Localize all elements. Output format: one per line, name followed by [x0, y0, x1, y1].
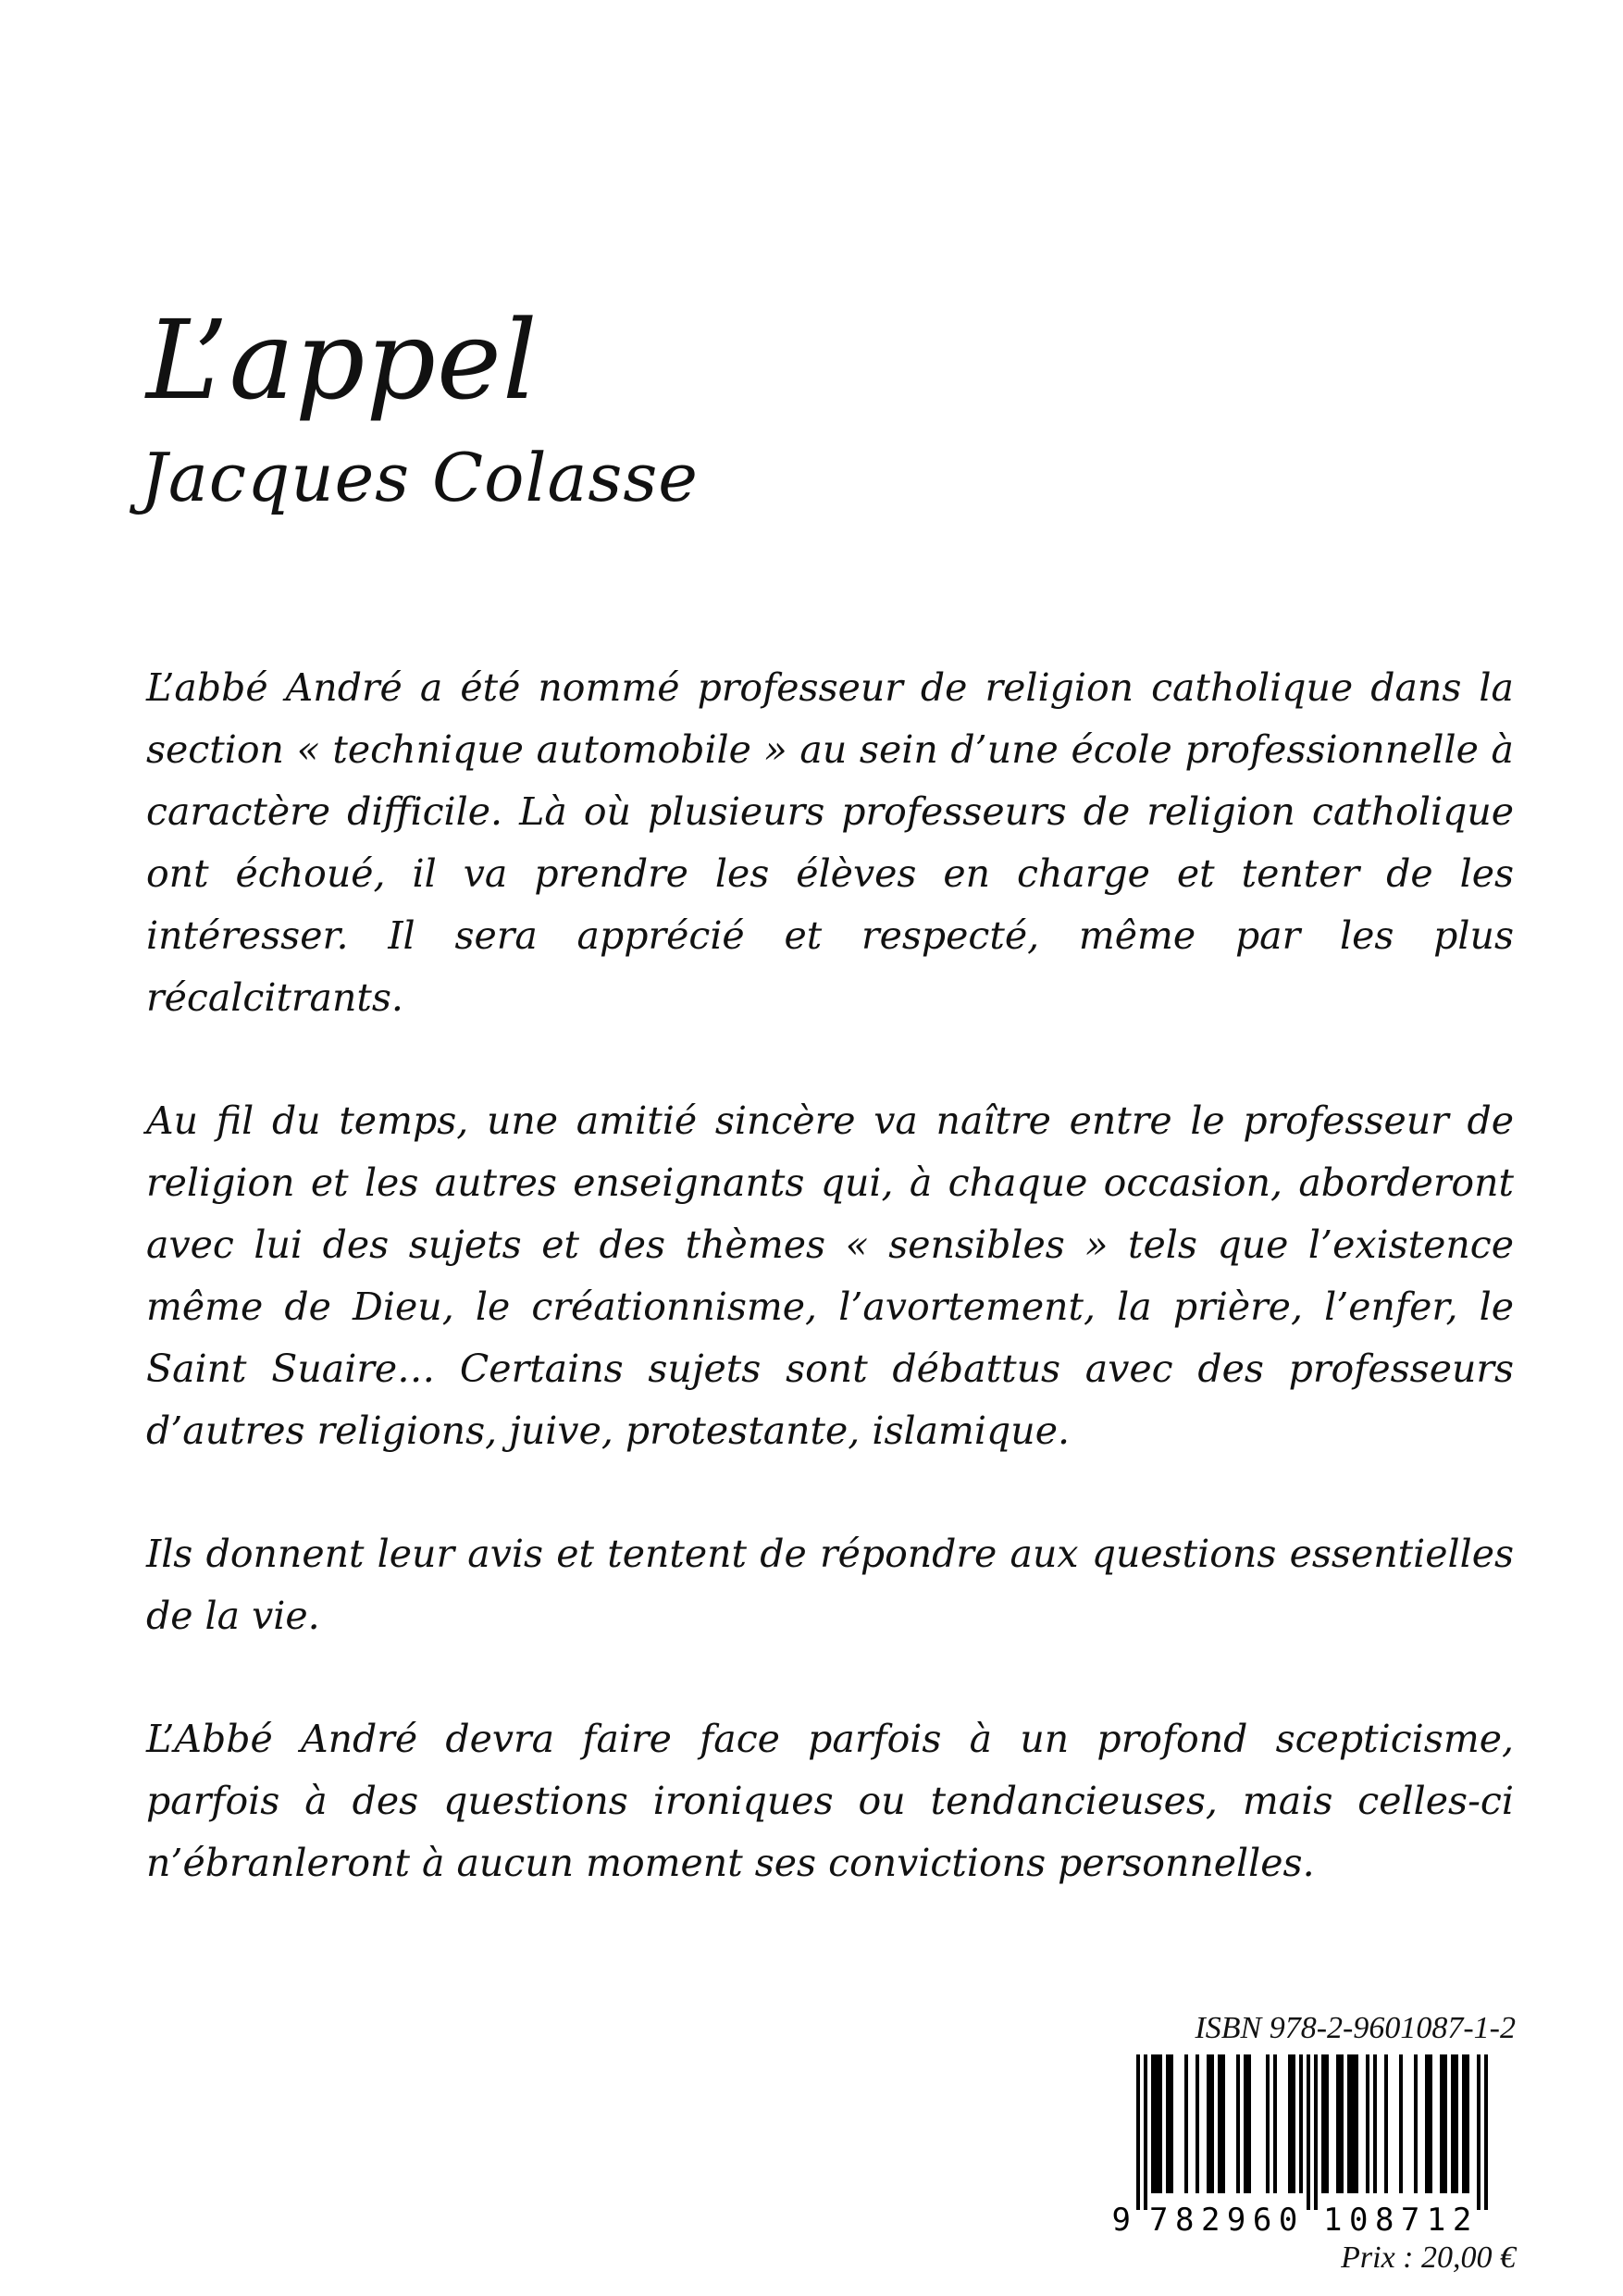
barcode-bar [1292, 2054, 1295, 2193]
ean13-barcode [1109, 2054, 1516, 2240]
barcode-bar [1207, 2054, 1210, 2193]
back-cover-blurb [146, 657, 1514, 1955]
barcode-bar [1373, 2054, 1377, 2193]
barcode-bar [1321, 2054, 1325, 2193]
barcode-bar [1451, 2054, 1455, 2193]
barcode-block [1109, 2010, 1516, 2288]
blurb-paragraph-1: L’abbé André a été nommé professeur de religion catholique dans la section « technique automobile » au sein d’une école professionnelle à caractère difficile. Là où plusieurs professeurs de religion catholique ont échoué, il va prendre les élèves en charge et tenter de les intéresser. Il sera apprécié et respecté, même par les plus récalcitrants. [146, 665, 1514, 1020]
barcode-bar [1170, 2054, 1173, 2193]
barcode-bar [1299, 2054, 1303, 2193]
barcode-bar [1247, 2054, 1251, 2193]
barcode-bar [1366, 2054, 1369, 2193]
author-name: Jacques Colasse [141, 439, 699, 516]
barcode-bar [1266, 2054, 1270, 2193]
barcode-bar [1151, 2054, 1155, 2193]
barcode-bar [1166, 2054, 1170, 2193]
barcode-bar [1236, 2054, 1240, 2193]
barcode-digit-lead: 9 [1111, 2202, 1131, 2239]
barcode-bar [1273, 2054, 1277, 2193]
barcode-bar [1355, 2054, 1358, 2193]
barcode-bar [1307, 2054, 1310, 2210]
barcode-bar [1218, 2054, 1221, 2193]
barcode-bar [1462, 2054, 1466, 2193]
barcode-bar [1340, 2054, 1344, 2193]
barcode-bar [1314, 2054, 1318, 2210]
barcode-bar [1414, 2054, 1418, 2193]
barcode-bar [1429, 2054, 1432, 2193]
barcode-bar [1455, 2054, 1458, 2193]
barcode-bar [1221, 2054, 1225, 2193]
barcode-bar [1351, 2054, 1355, 2193]
barcode-bar [1466, 2054, 1469, 2193]
barcode-bar [1477, 2054, 1481, 2210]
barcode-bar [1325, 2054, 1329, 2193]
book-title: L’appel [146, 296, 539, 424]
barcode-bar [1425, 2054, 1429, 2193]
barcode-bar [1336, 2054, 1340, 2193]
blurb-paragraph-2: Au fil du temps, une amitié sincère va naître entre le professeur de religion et les autres enseignants qui, à chaque occasion, aborderont avec lui des sujets et des thèmes « sensibles » tels que l’existence même de Dieu, le créationnisme, l’avortement, la prière, l’enfer, le Saint Suaire… Certains sujets sont débattus avec des professeurs d’autres religions, juive, protestante, islamique. [146, 1098, 1514, 1453]
price-label: Prix : 20,00 € [1341, 2240, 1516, 2275]
barcode-bar [1155, 2054, 1158, 2193]
barcode-bar [1158, 2054, 1162, 2193]
barcode-bar [1144, 2054, 1147, 2210]
barcode-digits-right: 108712 [1323, 2202, 1479, 2239]
barcode-bar [1244, 2054, 1247, 2193]
barcode-bar [1184, 2054, 1188, 2193]
blurb-paragraph-4: L’Abbé André devra faire face parfois à un profond scepticisme, parfois à des questions ironiques ou tendancieuses, mais celles-ci n’ébranleront à aucun moment ses convictions personnelles. [146, 1717, 1514, 1885]
barcode-bar [1384, 2054, 1388, 2193]
barcode-bar [1196, 2054, 1199, 2193]
barcode-bar [1399, 2054, 1403, 2193]
barcode-bar [1440, 2054, 1443, 2193]
barcode-bar [1288, 2054, 1292, 2193]
barcode-bar [1347, 2054, 1351, 2193]
barcode-bar [1210, 2054, 1214, 2193]
barcode-bar [1484, 2054, 1488, 2210]
isbn-label: ISBN 978-2-9601087-1-2 [1195, 2011, 1516, 2045]
barcode-digits-left: 782960 [1149, 2202, 1305, 2239]
barcode-bar [1443, 2054, 1447, 2193]
barcode-bar [1136, 2054, 1140, 2210]
blurb-paragraph-3: Ils donnent leur avis et tentent de répondre aux questions essentielles de la vie. [146, 1532, 1514, 1638]
